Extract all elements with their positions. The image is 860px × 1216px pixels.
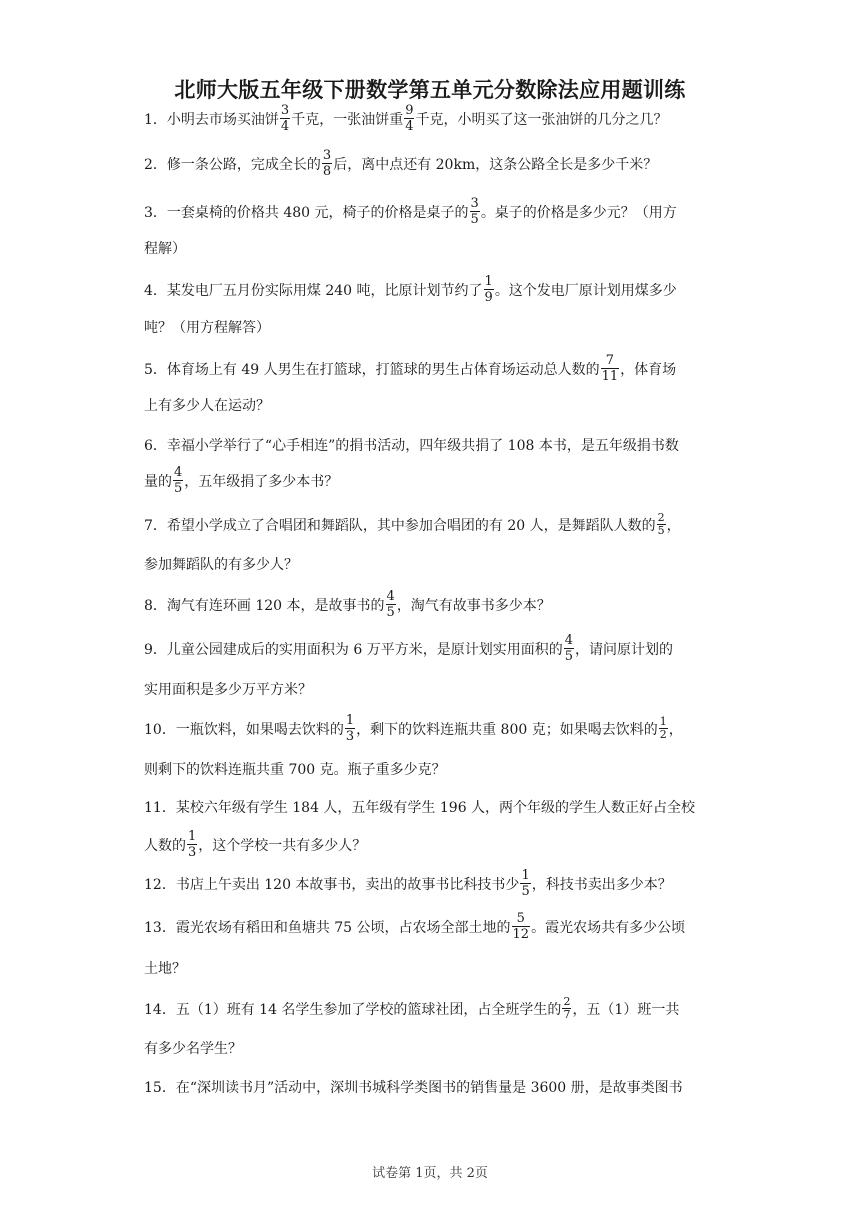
question-text: 。霞光农场共有多少公顷	[531, 920, 686, 936]
question-text: 13．霞光农场有稻田和鱼塘共 75 公顷，占农场全部土地的	[144, 920, 511, 936]
question-11-line-1	[144, 788, 716, 828]
fraction-denominator: 4	[280, 118, 290, 134]
question-14-line-1	[144, 990, 716, 1030]
fraction	[564, 633, 574, 664]
question-text: 11．某校六年级有学生 184 人，五年级有学生 196 人，两个年级的学生人数正好占全校	[144, 800, 696, 816]
fraction-numerator: 4	[174, 464, 183, 480]
question-text: 6．幸福小学举行了“心手相连”的捐书活动，四年级共捐了 108 本书，是五年级捐书数	[144, 438, 679, 454]
fraction-numerator: 1	[345, 712, 355, 728]
page-footer: 试卷第 1页，共 2页	[372, 1166, 488, 1181]
fraction-denominator: 3	[345, 728, 355, 744]
question-text: 3．一套桌椅的价格共 480 元，椅子的价格是桌子的	[144, 205, 469, 221]
fraction-numerator: 3	[470, 195, 479, 211]
fraction-denominator: 9	[484, 289, 493, 305]
fraction-numerator: 2	[657, 510, 665, 524]
fraction	[520, 868, 530, 899]
fraction	[322, 148, 332, 179]
question-3-line-2	[144, 229, 716, 269]
fraction-numerator: 1	[484, 273, 493, 289]
fraction-denominator: 7	[563, 1007, 571, 1021]
question-text: ，五年级捐了多少本书？	[184, 474, 339, 490]
fraction	[404, 103, 414, 134]
fraction-numerator: 7	[601, 353, 620, 369]
fraction-denominator: 5	[174, 480, 183, 496]
fraction-numerator: 1	[188, 828, 197, 844]
fraction	[345, 713, 355, 744]
question-4-line-2	[144, 308, 716, 348]
question-text: 后，离中点还有 20km，这条公路全长是多少千米？	[333, 157, 658, 173]
question-text: ，	[668, 722, 683, 738]
question-text: 4．某发电厂五月份实际用煤 240 吨，比原计划节约了	[144, 283, 483, 299]
fraction-numerator: 1	[659, 714, 667, 728]
question-12-line-1	[144, 865, 716, 905]
question-9-line-2	[144, 670, 716, 710]
question-text: 程解）	[144, 241, 186, 257]
question-text: ，淘气有故事书多少本？	[396, 598, 551, 614]
fraction-denominator: 5	[657, 523, 665, 537]
question-13-line-2	[144, 949, 716, 989]
fraction-denominator: 4	[405, 118, 414, 134]
question-6-line-2	[144, 462, 716, 502]
fraction-denominator: 5	[470, 211, 479, 227]
question-text: 1．小明去市场买油饼	[144, 112, 279, 128]
question-5-line-1	[144, 350, 716, 390]
fraction-denominator: 12	[512, 926, 530, 942]
fraction-numerator: 5	[512, 911, 531, 927]
question-text: 千克，小明买了这一张油饼的几分之几？	[415, 112, 668, 128]
question-text: 千克，一张油饼重	[291, 112, 404, 128]
question-text: ，请问原计划的	[575, 642, 673, 658]
fraction-numerator: 2	[563, 994, 571, 1008]
fraction	[659, 716, 668, 741]
question-text: 9．儿童公园建成后的实用面积为 6 万平方米，是原计划实用面积的	[144, 642, 563, 658]
fraction	[187, 829, 197, 860]
fraction-denominator: 5	[564, 648, 573, 664]
fraction	[470, 196, 480, 227]
fraction	[657, 512, 666, 537]
question-3-line-1	[144, 193, 716, 233]
question-text: ，	[666, 518, 681, 534]
question-10-line-1	[144, 710, 716, 750]
fraction	[601, 353, 620, 384]
fraction	[280, 103, 290, 134]
fraction-numerator: 3	[280, 102, 290, 118]
question-text: 7．希望小学成立了合唱团和舞蹈队，其中参加合唱团的有 20 人，是舞蹈队人数的	[144, 518, 656, 534]
question-10-line-2	[144, 750, 716, 790]
fraction-numerator: 1	[521, 867, 530, 883]
question-text: ，剩下的饮料连瓶共重 800 克；如果喝去饮料的	[356, 722, 658, 738]
fraction-numerator: 9	[405, 102, 414, 118]
question-text: ，科技书卖出多少本？	[531, 877, 672, 893]
question-6-line-1	[144, 426, 716, 466]
question-text: 实用面积是多少万平方米？	[144, 682, 312, 698]
question-7-line-2	[144, 545, 716, 585]
question-text: 15．在“深圳读书月”活动中，深圳书城科学类图书的销售量是 3600 册，是故事类图书	[144, 1080, 683, 1096]
page-title: 北师大版五年级下册数学第五单元分数除法应用题训练	[174, 78, 686, 102]
question-5-line-2	[144, 386, 716, 426]
question-15-line-1	[144, 1068, 716, 1108]
fraction-numerator: 3	[322, 147, 332, 163]
fraction-denominator: 5	[386, 604, 395, 620]
question-8-line-1	[144, 586, 716, 626]
question-text: 吨？（用方程解答）	[144, 320, 270, 336]
fraction-denominator: 2	[659, 727, 667, 741]
fraction	[386, 589, 396, 620]
question-text: 5．体育场上有 49 人男生在打篮球，打篮球的男生占体育场运动总人数的	[144, 362, 600, 378]
question-7-line-1	[144, 506, 716, 546]
question-text: 量的	[144, 474, 172, 490]
question-text: 。这个发电厂原计划用煤多少	[494, 283, 677, 299]
fraction	[562, 996, 571, 1021]
question-text: 则剩下的饮料连瓶共重 700 克。瓶子重多少克？	[144, 762, 446, 778]
question-9-line-1	[144, 630, 716, 670]
fraction-denominator: 8	[322, 163, 332, 179]
question-4-line-1	[144, 271, 716, 311]
fraction	[173, 465, 183, 496]
question-text: ，这个学校一共有多少人？	[198, 838, 367, 854]
fraction-denominator: 3	[188, 844, 197, 860]
fraction-denominator: 5	[521, 883, 530, 899]
question-11-line-2	[144, 826, 716, 866]
question-text: 参加舞蹈队的有多少人？	[144, 557, 298, 573]
fraction-numerator: 4	[564, 632, 573, 648]
question-1-line-1	[144, 100, 716, 140]
question-text: 土地？	[144, 961, 186, 977]
question-13-line-1	[144, 908, 716, 948]
question-text: 。桌子的价格是多少元？（用方	[480, 205, 677, 221]
fraction	[484, 274, 494, 305]
question-text: 12．书店上午卖出 120 本故事书，卖出的故事书比科技书少	[144, 877, 520, 893]
question-text: 10．一瓶饮料，如果喝去饮料的	[144, 722, 344, 738]
fraction-denominator: 11	[601, 368, 619, 384]
fraction-numerator: 4	[386, 588, 395, 604]
question-text: 8．淘气有连环画 120 本，是故事书的	[144, 598, 385, 614]
question-text: ，体育场	[620, 362, 677, 378]
question-2-line-1	[144, 145, 716, 185]
question-text: 2．修一条公路，完成全长的	[144, 157, 321, 173]
question-text: ，五（1）班一共	[572, 1002, 680, 1018]
question-text: 上有多少人在运动？	[144, 398, 270, 414]
question-text: 人数的	[144, 838, 186, 854]
question-text: 有多少名学生？	[144, 1041, 242, 1057]
question-text: 14．五（1）班有 14 名学生参加了学校的篮球社团，占全班学生的	[144, 1002, 562, 1018]
fraction	[512, 911, 531, 942]
question-14-line-2	[144, 1029, 716, 1069]
